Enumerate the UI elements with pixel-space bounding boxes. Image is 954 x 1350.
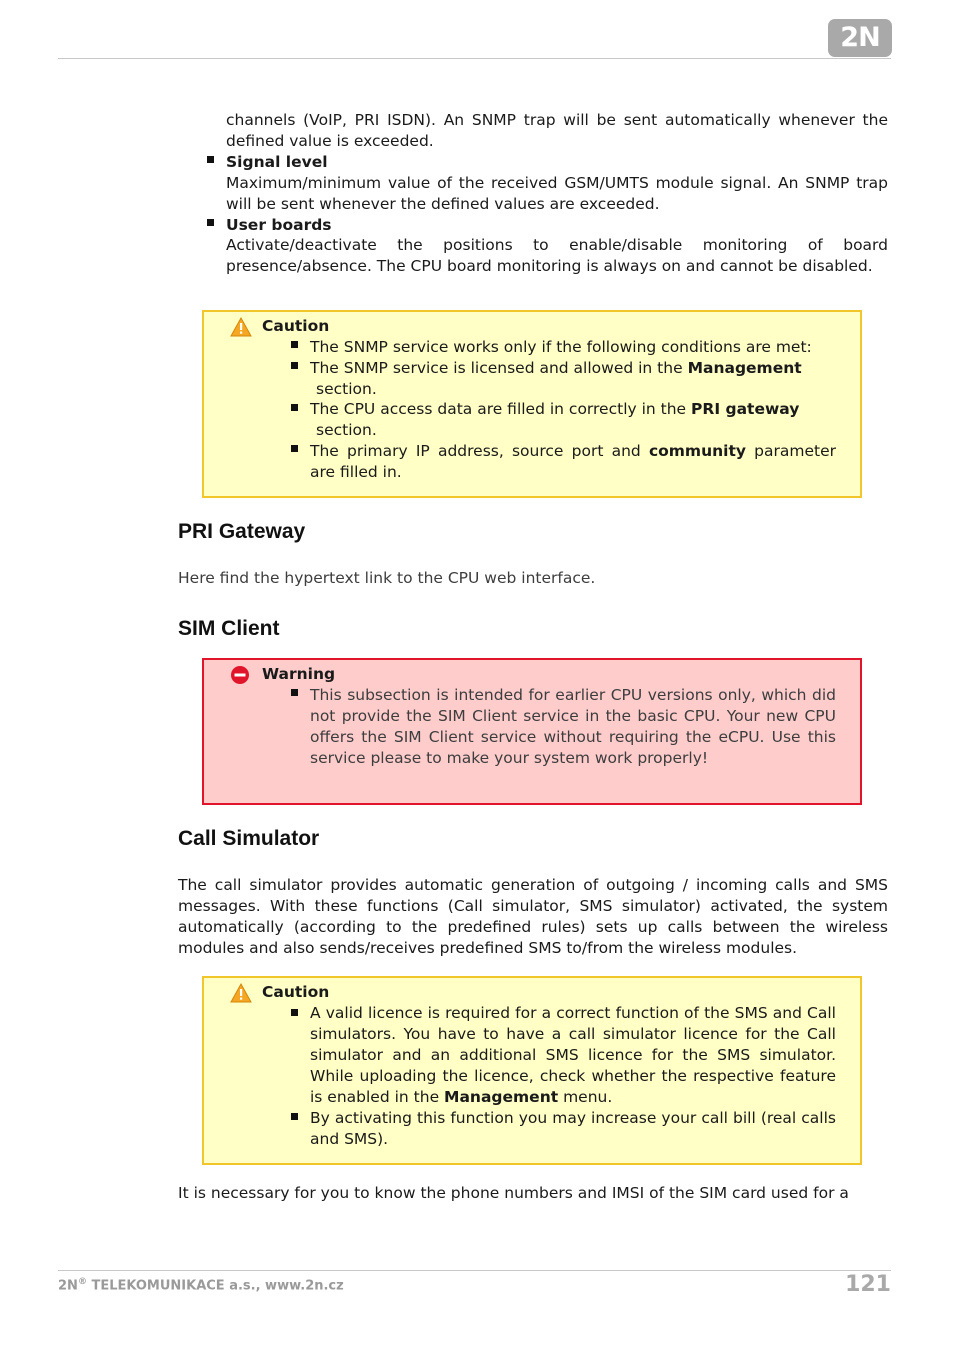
page-number: 121 [845,1272,891,1297]
section-heading-call-simulator: Call Simulator [178,827,320,850]
caution-item: A valid licence is required for a correct function of the SMS and Call simulators. You have to have a call simulator licence for the Call simulator and an additional SMS licence for the SMS simulator. While uploading the licence, check whether the respective feature is enabled in the Management menu. [310,1004,836,1106]
bullet-icon [291,1009,298,1016]
pri-gateway-text: Here find the hypertext link to the CPU web interface. [178,569,596,587]
caution-item: By activating this function you may increase your call bill (real calls and SMS). [310,1109,836,1148]
caution-title: Caution [262,983,330,1001]
item-title-signal-level: Signal level [226,153,328,171]
caution-box-snmp [202,310,862,498]
section-heading-pri-gateway: PRI Gateway [178,520,306,543]
stop-icon [230,665,250,685]
header-divider [58,58,891,59]
warning-box-sim-client [202,658,862,805]
bullet-icon [291,404,298,411]
bullet-icon [291,1113,298,1120]
intro-paragraph: channels (VoIP, PRI ISDN). An SNMP trap will be sent automatically whenever the defined value is exceeded. [226,111,888,150]
bullet-icon [291,362,298,369]
caution-title: Caution [262,317,330,335]
bullet-icon [291,689,298,696]
bullet-icon [207,219,214,226]
bullet-icon [291,445,298,452]
warning-title: Warning [262,665,336,683]
call-simulator-text: The call simulator provides automatic generation of outgoing / incoming calls and SMS messages. With these functions (Call simulator, SMS simulator) activated, the system automatically (according to the predefined rules) sets up calls between the wireless modules and also sends/receives predefined SMS to/from the wireless modules. [178,876,888,957]
item-title-user-boards: User boards [226,216,332,234]
warning-text: This subsection is intended for earlier CPU versions only, which did not provide the SIM Client service in the basic CPU. Your new CPU offers the SIM Client service without requiring the eCPU. Use this service please to make your system work properly! [310,686,836,767]
caution-item: The primary IP address, source port and community parameter are filled in. [310,442,836,481]
warning-triangle-icon [230,317,252,337]
item-text-signal-level: Maximum/minimum value of the received GSM/UMTS module signal. An SNMP trap will be sent whenever the defined values are exceeded. [226,174,888,213]
item-text-user-boards: Activate/deactivate the positions to enable/disable monitoring of board presence/absence. The CPU board monitoring is always on and cannot be disabled. [226,236,888,275]
caution-item: The SNMP service is licensed and allowed in the Management section. [310,359,802,398]
bullet-icon [291,341,298,348]
footer-divider [58,1270,891,1271]
caution-box-call-simulator [202,976,862,1165]
call-simulator-tail-text: It is necessary for you to know the phone numbers and IMSI of the SIM card used for a [178,1184,849,1202]
caution-item: The CPU access data are filled in correctly in the PRI gateway section. [310,400,800,439]
footer-company: 2N® TELEKOMUNIKACE a.s., www.2n.cz [58,1277,344,1294]
company-logo: 2N [828,19,892,57]
warning-triangle-icon [230,983,252,1003]
caution-item: The SNMP service works only if the following conditions are met: [310,338,812,356]
section-heading-sim-client: SIM Client [178,617,280,640]
bullet-icon [207,156,214,163]
